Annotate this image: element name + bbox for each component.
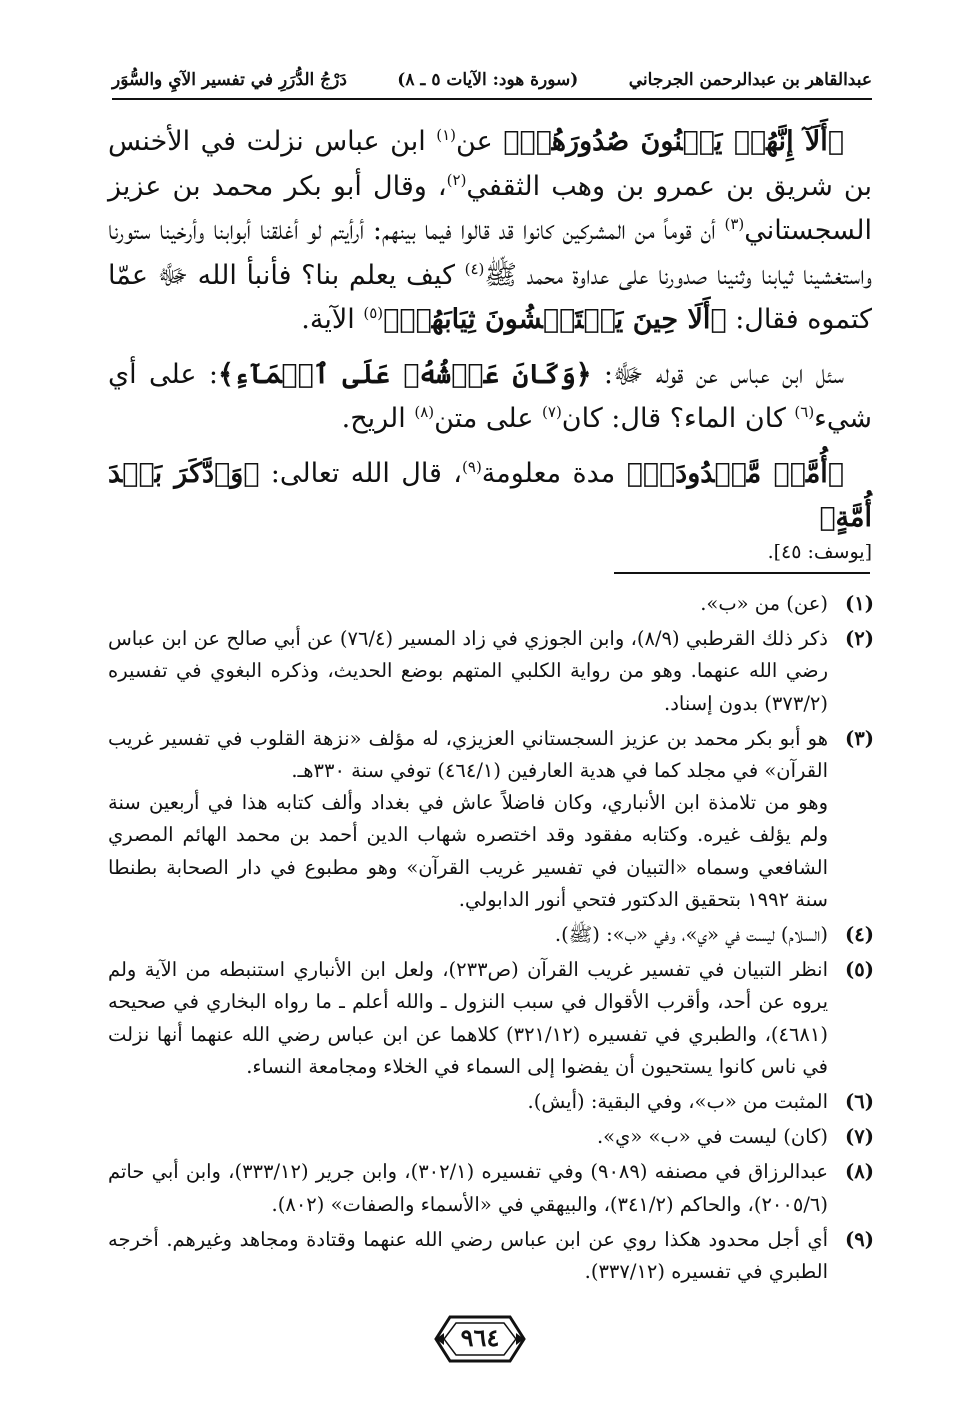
footnote-ref[interactable]: (٢) bbox=[446, 170, 467, 189]
footnote-number: (٨) bbox=[845, 1160, 874, 1184]
footnotes bbox=[108, 588, 874, 1291]
footnote-ref[interactable]: (٧) bbox=[542, 403, 562, 421]
paragraph-2 bbox=[108, 353, 872, 442]
footnote-number: (٧) bbox=[845, 1125, 874, 1149]
footnote-ref[interactable]: (٤) bbox=[464, 259, 485, 278]
footnote-item bbox=[108, 1086, 874, 1118]
running-header bbox=[112, 62, 872, 100]
text-run: على متن bbox=[434, 403, 543, 434]
text-run: مدة معلومة bbox=[481, 457, 627, 489]
text-run: الريح. bbox=[341, 403, 415, 434]
text-run: : على أي شيء bbox=[108, 358, 872, 434]
quran-verse: ﴿أَلَا حِينَ يَسۡتَغۡشُونَ ثِيَابَهُمۡ﴾ bbox=[383, 304, 727, 335]
footnote-text: (كان) ليست في «ب» «ي». bbox=[596, 1125, 828, 1149]
footnote-text: (عن) من «ب». bbox=[700, 592, 828, 615]
footnote-item bbox=[108, 623, 874, 720]
quran-verse: ﴿وَٱدَّكَرَ بَعۡدَ أُمَّةٍ﴾ bbox=[108, 457, 872, 533]
footnote-ref[interactable]: (٦) bbox=[794, 403, 815, 421]
text-run: عن bbox=[456, 126, 504, 157]
quran-verse: ﴿وَكَانَ عَرۡشُهُۥ عَلَى ٱلۡمَآءِ﴾ bbox=[217, 358, 592, 390]
footnote-text: هو أبو بكر محمد بن عزيز السجستاني العزيزي، له مؤلف «نزهة القلوب في تفسير غريب القرآن» في مجلد كما في هدية العارفين (٤٦٤/١) توفي سنة ٣٣٠هـ. bbox=[108, 726, 828, 783]
text-run: ابن عباس نزلت في الأخنس بن شريق بن عمرو بن وهب الثقفي bbox=[108, 126, 872, 202]
page-number: ٩٦٤ bbox=[460, 1323, 500, 1352]
footnote-number: (٢) bbox=[845, 627, 874, 651]
footnote-ref[interactable]: (١) bbox=[436, 126, 457, 144]
footnote-item bbox=[108, 588, 874, 620]
header-author: عبدالقاهر بن عبدالرحمن الجرجاني bbox=[628, 70, 872, 90]
footnote-item bbox=[108, 1121, 874, 1153]
paragraph-1 bbox=[108, 120, 872, 343]
footnote-item bbox=[108, 919, 874, 951]
text-run: أن قوماً من المشركين كانوا قد قالوا فيما بينهم: أرأيتم لو أغلقنا أبوابنا وأرخينا ستورنا واستغشينا ثيابنا وثنينا صدورنا على عداوة محمد ﷺ bbox=[108, 215, 872, 291]
footnote-ref[interactable]: (٩) bbox=[462, 457, 482, 476]
footnote-number: (٦) bbox=[845, 1090, 874, 1114]
text-run: ، قال الله تعالى: bbox=[259, 457, 463, 489]
footnote-text: المثبت من «ب»، وفي البقية: (أيش). bbox=[527, 1090, 828, 1114]
header-surah: (سورة هود: الآيات ٥ ـ ٨) bbox=[397, 70, 579, 90]
footnote-item bbox=[108, 1224, 874, 1288]
footnote-text: (السلام) ليست في «ي»، وفي «ب»: (ﷺ). bbox=[554, 923, 828, 947]
footnote-number: (٣) bbox=[845, 726, 874, 750]
footnote-number: (٤) bbox=[845, 923, 874, 947]
footnote-number: (١) bbox=[845, 592, 874, 615]
quran-verse: ﴿أُمَّةٖ مَّعۡدُودَةٖ﴾ bbox=[626, 457, 844, 489]
quran-verse: ﴿أَلَآ إِنَّهُمۡ يَثۡنُونَ صُدُورَهُمۡ﴾ bbox=[503, 126, 844, 157]
text-run: سئل ابن عباس عن قوله ﷻ: bbox=[591, 358, 845, 390]
footnote-text: عبدالرزاق في مصنفه (٩٠٨٩) وفي تفسيره (٣٠٢/١)، وابن جرير (٣٣٣/١٢)، وابن أبي حاتم (٢٠٠٥/٦)، والحاكم (٣٤١/٢)، والبيهقي في «الأسماء والصفات» (٨٠٢). bbox=[108, 1160, 828, 1216]
footnote-item bbox=[108, 723, 874, 916]
page-number-ornament bbox=[432, 1313, 528, 1365]
footnote-text: ذكر ذلك القرطبي (٨/٩)، وابن الجوزي في زاد المسير (٧٦/٤) عن أبي صالح عن ابن عباس رضي الله عنهما. وهو من رواية الكلبي المتهم بوضع الحديث، وذكره البغوي في تفسيره (٣٧٣/٢) بدون إسناد. bbox=[108, 627, 828, 715]
footnote-ref[interactable]: (٥) bbox=[363, 304, 384, 322]
footnote-separator bbox=[614, 572, 870, 574]
paragraph-3 bbox=[108, 452, 872, 541]
text-run: الآية. bbox=[301, 304, 364, 335]
text-run: ، وقال أبو بكر محمد بن عزيز السجستاني bbox=[108, 170, 872, 246]
footnote-number: (٩) bbox=[845, 1227, 874, 1251]
footnote-ref[interactable]: (٣) bbox=[724, 215, 745, 233]
verse-reference: [يوسف: ٤٥]. bbox=[767, 540, 872, 563]
footnote-item bbox=[108, 954, 874, 1083]
footnote-text: وهو من تلامذة ابن الأنباري، وكان فاضلاً عاش في بغداد وألف كتابه هذا في أربعين سنة ولم يؤلف غيره. وكتابه مفقود وقد اختصره شهاب الدين أحمد بن محمد الهائم المصري الشافعي وسماه «التبيان في تفسير غريب القرآن» وهو مطبوع في دار الصحابة بطنطا سنة ١٩٩٢ بتحقيق الدكتور فتحي أنور الدابولي. bbox=[108, 791, 828, 911]
footnote-text: أي أجل محدود هكذا روي عن ابن عباس رضي الله عنهما وقتادة ومجاهد وغيرهم. أخرجه الطبري في تفسيره (٣٣٧/١٢). bbox=[108, 1227, 828, 1284]
footnote-item bbox=[108, 1156, 874, 1220]
footnote-body bbox=[108, 723, 828, 916]
footnote-number: (٥) bbox=[845, 958, 874, 982]
main-text bbox=[108, 120, 872, 567]
header-book-title: دَرْجُ الدُّرَرِ في تفسير الآيِ والسُّوَر bbox=[112, 70, 347, 90]
footnote-text: انظر التبيان في تفسير غريب القرآن (ص٢٣٣)، ولعل ابن الأنباري استنبطه من الآية ولم يروه عن أحد، وأقرب الأقوال في سبب النزول ـ والله أعلم ـ ما رواه البخاري في صحيحه (٤٦٨١)، والطبري في تفسيره (٣٢١/١٢) كلاهما عن ابن عباس رضي الله عنهما أنها نزلت في ناس كانوا يستحيون أن يفضوا إلى السماء في الخلاء ومجامعة النساء. bbox=[108, 958, 829, 1078]
text-run: كان الماء؟ قال: كان bbox=[561, 403, 795, 434]
footnote-ref[interactable]: (٨) bbox=[414, 403, 435, 421]
text-run: كيف يعلم بنا؟ فأنبأ الله ﷻ عمّا كتموه فقال: bbox=[108, 259, 872, 335]
